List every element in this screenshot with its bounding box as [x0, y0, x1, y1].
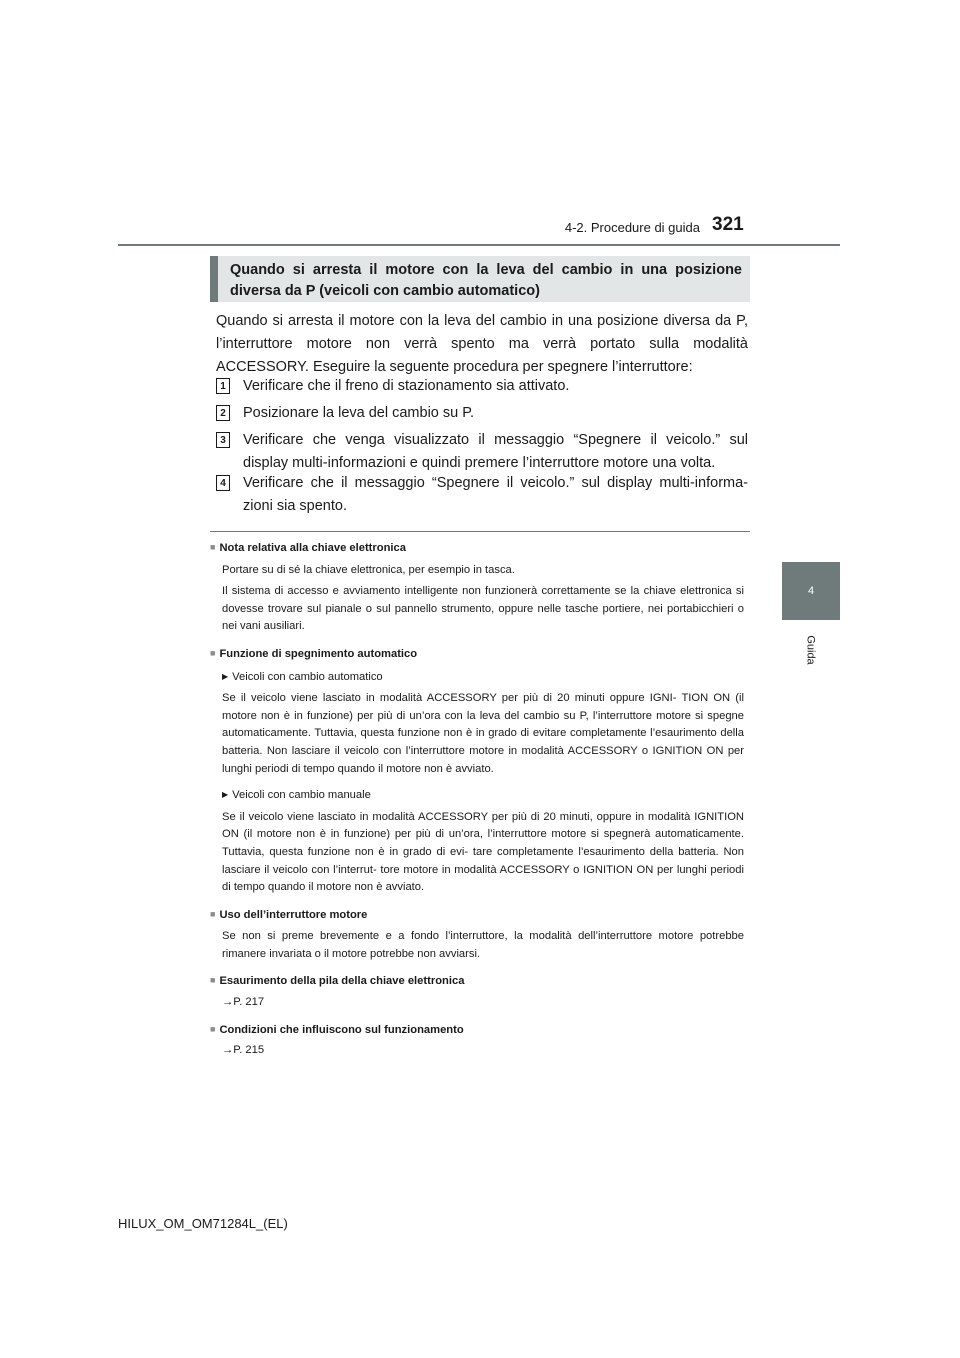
step-3 — [216, 429, 748, 475]
note-title: ■ Esaurimento della pila della chiave elettronica — [210, 972, 744, 991]
chapter-tab: 4 — [782, 562, 840, 620]
note-block — [210, 906, 744, 964]
notes-divider — [210, 531, 750, 532]
note-title: ■ Condizioni che influiscono sul funzionamento — [210, 1021, 744, 1040]
note-paragraph: Se il veicolo viene lasciato in modalità ACCESSORY per più di 20 minuti, oppure in modalità IGNITION ON (il motore non è in funzione) per più di un’ora, l’interruttore motore si spegnerà automaticamente. Tuttavia, questa funzione non è in grado di evi- tare completamente l’esaurimento della batteria. Non lasciare il veicolo con l’interrut- tore motore in modalità ACCESSORY o IGNITION ON per lunghi periodi di tempo quando il motore non è avviato. — [222, 810, 744, 894]
note-paragraph: Portare su di sé la chiave elettronica, per esempio in tasca. — [222, 563, 515, 576]
page-reference-link[interactable]: →P. 215 — [222, 1044, 265, 1057]
note-title: ■ Nota relativa alla chiave elettronica — [210, 539, 744, 558]
note-subheading: ▶ Veicoli con cambio manuale — [222, 786, 744, 805]
note-block — [210, 645, 744, 897]
step-2 — [216, 402, 748, 425]
step-text: Verificare che venga visualizzato il messaggio “Spegnere il veicolo.” sul display multi-informazioni e quindi premere l’interruttore motore una volta. — [243, 432, 748, 471]
page-reference-link[interactable]: →P. 217 — [222, 996, 265, 1009]
chapter-label-text: Guida — [804, 635, 817, 665]
note-paragraph: Il sistema di accesso e avviamento intelligente non funzionerà correttamente se la chiave elettronica si dovesse trovare sul pianale o sul pannello strumento, oppure nelle tasche portiere, nei portabicchieri o nei vani ausiliari. — [222, 585, 744, 633]
header-rule — [118, 244, 840, 246]
header-section: 4-2. Procedure di guida — [564, 220, 700, 235]
note-block — [210, 972, 744, 1011]
note-subheading: ▶ Veicoli con cambio automatico — [222, 668, 744, 687]
footer-document-code: HILUX_OM_OM71284L_(EL) — [118, 1216, 288, 1231]
notes-section — [210, 539, 744, 1069]
step-number: 3 — [216, 432, 230, 448]
page-number: 321 — [712, 214, 744, 235]
note-block — [210, 539, 744, 636]
step-number: 4 — [216, 475, 230, 491]
section-title-box: Quando si arresta il motore con la leva del cambio in una posizione diversa da P (veicoli con cambio automatico) — [210, 256, 750, 302]
step-number: 2 — [216, 405, 230, 421]
step-text: Verificare che il freno di stazionamento sia attivato. — [243, 378, 570, 394]
note-title: ■ Uso dell’interruttore motore — [210, 906, 744, 925]
intro-paragraph: Quando si arresta il motore con la leva del cambio in una posizione diversa da P, l’interruttore motore non verrà spento ma verrà portato sulla modalità ACCESSORY. Eseguire la seguente procedura per spegnere l’interruttore: — [216, 313, 748, 375]
step-1 — [216, 375, 748, 398]
step-text: Posizionare la leva del cambio su P. — [243, 405, 475, 421]
note-paragraph: Se non si preme brevemente e a fondo l’interruttore, la modalità dell’interruttore motore potrebbe rimanere invariata o il motore potrebbe non avviarsi. — [222, 930, 744, 960]
chapter-label — [782, 630, 840, 670]
step-number: 1 — [216, 378, 230, 394]
note-paragraph: Se il veicolo viene lasciato in modalità ACCESSORY per più di 20 minuti oppure IGNI- TION ON (il motore non è in funzione) per più di un’ora con la leva del cambio su P, l’interruttore motore si spegne automaticamente. Tuttavia, questa funzione non è in grado di evitare completamente l’esaurimento della batteria. Non lasciare il veicolo con l’interruttore motore in modalità ACCESSORY o IGNITION ON per lunghi periodi di tempo quando il motore non è avviato. — [222, 692, 744, 775]
note-title: ■ Funzione di spegnimento automatico — [210, 645, 744, 664]
step-4 — [216, 472, 748, 518]
step-text: Verificare che il messaggio “Spegnere il veicolo.” sul display multi-informa- zioni sia spento. — [243, 475, 748, 514]
note-block — [210, 1021, 744, 1060]
